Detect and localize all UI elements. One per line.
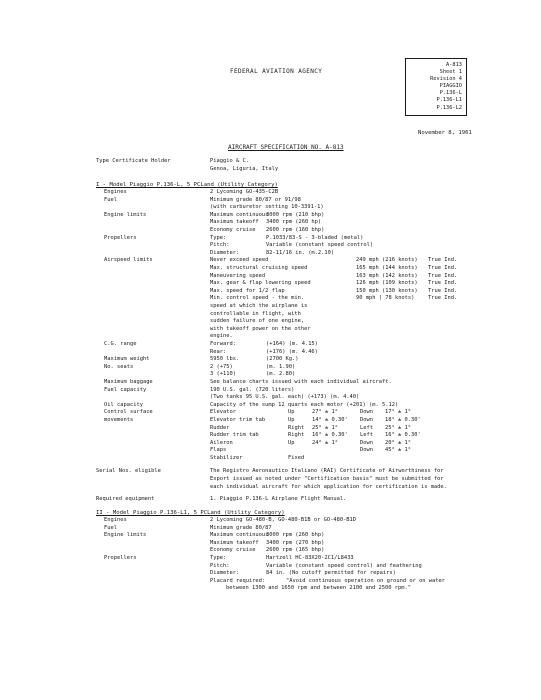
spec-row-value-5: 25° ± 1° <box>385 424 411 431</box>
spec-row <box>0 204 541 211</box>
spec-row-value-3: 163 mph (142 knots) <box>356 272 418 279</box>
spec-row-value: Pitch: <box>210 242 230 249</box>
spec-row-value-5: 16° ± 0.30' <box>385 432 421 439</box>
spec-row-value-2: 84 in. (No cutoff permitted for repairs) <box>266 570 396 577</box>
spec-row-value-2: Right <box>288 424 305 431</box>
id-line: Sheet 1 <box>439 69 462 76</box>
spec-row <box>0 555 541 562</box>
spec-row-value: Never exceed speed <box>210 257 269 264</box>
spec-row-value: engine. <box>210 333 233 340</box>
spec-row-value-3: 27° ± 1° <box>312 409 338 416</box>
spec-row <box>0 394 541 401</box>
spec-row <box>0 379 541 386</box>
spec-row-value-4: True Ind. <box>428 287 458 294</box>
spec-row-value-2: "Avoid continuous operation on ground or on water <box>286 577 446 584</box>
spec-row-value-4: Down <box>360 409 373 416</box>
spec-row-value-4: True Ind. <box>428 280 458 287</box>
spec-row-label: Fuel <box>104 196 117 203</box>
spec-row-value-3: 24° ± 1° <box>312 439 338 446</box>
spec-row-value: Max. speed for 1/2 flap <box>210 287 285 294</box>
spec-row-value-4: Left <box>360 424 373 431</box>
spec-row-value-2: Right <box>288 432 305 439</box>
spec-row-value-3: 165 mph (144 knots) <box>356 265 418 271</box>
spec-row-value: Minimum grade 80/87 or 91/98 <box>210 196 301 203</box>
spec-row-value-4: True Ind. <box>428 295 458 302</box>
spec-row-value-4: True Ind. <box>428 272 458 279</box>
spec-row-value: Aileron <box>210 439 233 446</box>
spec-row-label: Fuel <box>104 524 117 531</box>
spec-row-label: No. seats <box>104 363 134 370</box>
spec-row-value-4: Down <box>360 447 373 454</box>
spec-row <box>0 250 541 257</box>
spec-row-value: Rudder <box>210 424 230 431</box>
spec-id-box <box>405 58 467 116</box>
id-line: P.136-L1 <box>436 97 462 104</box>
spec-row-label: Engines <box>104 517 127 523</box>
spec-row-value-3: 14° ± 0.30' <box>312 417 348 423</box>
id-line: P.136-L <box>439 90 462 97</box>
spec-row-value-2: (+176) (m. 4.46) <box>266 348 318 355</box>
spec-row-value-3: 249 mph (216 knots) <box>356 257 418 264</box>
spec-row-value: Diameter: <box>210 249 240 256</box>
spec-row <box>0 417 541 424</box>
id-line: PIAGGIO <box>439 83 462 90</box>
spec-row-value: Elevator <box>210 409 236 416</box>
spec-row <box>0 532 541 539</box>
spec-row-value: (with carburetor setting 10-3391-1) <box>210 204 324 211</box>
spec-row-value-3: 126 mph (109 knots) <box>356 280 418 287</box>
spec-row-value: Forward: <box>210 341 236 347</box>
serial-label: Serial Nos. eligible <box>96 468 161 474</box>
spec-row-value-4: True Ind. <box>428 257 458 264</box>
equipment-value: 1. Piaggio P.136-L Airplane Flight Manual. <box>210 496 347 502</box>
spec-row <box>0 402 541 409</box>
spec-row <box>0 341 541 348</box>
spec-row <box>0 273 541 280</box>
spec-row-value: Max. structural cruising speed <box>210 265 308 271</box>
spec-row-value-5: 17° ± 1° <box>385 409 411 416</box>
spec-row <box>0 311 541 318</box>
spec-row-value: Type: <box>210 555 227 561</box>
spec-row-value-3: 150 mph (130 knots) <box>356 287 418 294</box>
spec-row-label: C.G. range <box>104 341 137 347</box>
spec-row <box>0 540 541 547</box>
spec-row-value: 5950 lbs. <box>210 356 240 363</box>
spec-row-value-2: Variable (constant speed control) and feathering <box>266 562 422 569</box>
spec-row-value: 2 Lycoming GO-435-C2B <box>210 189 279 195</box>
spec-row-value-2: 2600 rpm (160 bhp) <box>266 227 325 233</box>
serial-line: The Registro Aeronautico Italiano (RAI) Certificate of Airworthiness for <box>210 468 444 474</box>
spec-row-label: movements <box>104 417 134 423</box>
spec-row-value-2: (m. 2.80) <box>266 371 296 378</box>
spec-row <box>0 547 541 554</box>
spec-row-value-5: 20° ± 1° <box>385 439 411 446</box>
spec-row-value-2: Up <box>288 439 295 446</box>
id-line: Revision 4 <box>430 76 462 83</box>
spec-row-value-5: 45° ± 1° <box>385 447 411 454</box>
spec-row-value-2: Hartzell HC-83X20-2C1/L8433 <box>266 555 354 561</box>
spec-row-value: with takeoff power on the other <box>210 325 311 332</box>
spec-row-value: 2 Lycoming GO-480-B, GO-480-B1B or GO-480-B1D <box>210 517 357 523</box>
spec-row <box>0 326 541 333</box>
spec-row-label: Fuel capacity <box>104 386 147 393</box>
spec-row <box>0 570 541 577</box>
spec-row-value-2: between 1300 and 1650 rpm and between 2100 and 2500 rpm." <box>226 585 411 592</box>
spec-row-value: Stabilizer <box>210 455 243 461</box>
holder-line: Piaggio & C. <box>210 158 249 164</box>
spec-row-value-2: (2700 Kg.) <box>266 356 299 363</box>
spec-row <box>0 455 541 462</box>
spec-row-value: Rear: <box>210 348 227 355</box>
spec-row <box>0 409 541 416</box>
agency-title: FEDERAL AVIATION AGENCY <box>230 68 323 75</box>
spec-row-label: Airspeed limits <box>104 257 153 264</box>
model2-heading: II - Model Piaggio P.136-L1, 5 PCLand (Utility Category) <box>96 510 285 516</box>
spec-row-value: Economy cruise <box>210 547 256 554</box>
serial-line: each individual aircraft for which application for certification is made. <box>210 484 447 490</box>
spec-row <box>0 578 541 585</box>
spec-row <box>0 364 541 371</box>
spec-row <box>0 295 541 302</box>
spec-row-label: Engines <box>104 189 127 195</box>
spec-row-value-2: Up <box>288 409 295 416</box>
spec-row-value: Elevator trim tab <box>210 417 266 423</box>
spec-row <box>0 235 541 242</box>
spec-row-value: Maximum continuous <box>210 211 269 218</box>
spec-row-value: Maximum takeoff <box>210 539 259 546</box>
spec-row-value: Maximum continuous <box>210 532 269 539</box>
spec-row <box>0 303 541 310</box>
spec-row <box>0 356 541 363</box>
spec-row <box>0 585 541 592</box>
equipment-label: Required equipment <box>96 496 155 502</box>
spec-row-value-2: P.1033/83-S - 3-bladed (metal) <box>266 234 364 241</box>
spec-row <box>0 440 541 447</box>
spec-row-value: 3 (+110) <box>210 371 236 378</box>
spec-row-value-2: (m. 1.90) <box>266 363 296 370</box>
spec-row-value: Minimum grade 80/87 <box>210 524 272 531</box>
spec-row-value: Min. control speed - the min. <box>210 295 305 302</box>
spec-row <box>0 447 541 454</box>
spec-row <box>0 219 541 226</box>
spec-row-value-4: Down <box>360 439 373 446</box>
spec-row-value-3: 16° ± 0.30' <box>312 432 348 439</box>
spec-row-value: 2 (+75) <box>210 363 233 370</box>
spec-row-value-4: Down <box>360 417 373 423</box>
spec-row-value-2: 3000 rpm (210 bhp) <box>266 211 325 218</box>
spec-row <box>0 371 541 378</box>
spec-row-label: Maximum weight <box>104 356 150 363</box>
spec-row <box>0 257 541 264</box>
spec-row <box>0 242 541 249</box>
spec-row <box>0 387 541 394</box>
spec-row-value-2: 2600 rpm (165 bhp) <box>266 547 325 554</box>
spec-row-value: Type: <box>210 234 227 241</box>
spec-row-value: 190 U.S. gal. (720 liters) <box>210 386 295 393</box>
spec-row-value-2: (+164) (m. 4.15) <box>266 341 318 347</box>
spec-row <box>0 517 541 524</box>
spec-row-label: Engine limits <box>104 211 147 218</box>
spec-row-value-4: Left <box>360 432 373 439</box>
spec-row-value: (Two tanks 95 U.S. gal. each) (+173) (m. 4.40) <box>210 394 360 401</box>
spec-row-value-2: Up <box>288 417 295 423</box>
spec-row-label: Propellers <box>104 555 137 561</box>
spec-row <box>0 563 541 570</box>
spec-row-value: Maneuvering speed <box>210 272 266 279</box>
spec-row <box>0 280 541 287</box>
spec-row-label: Engine limits <box>104 532 147 539</box>
spec-row-value: Diameter: <box>210 570 240 577</box>
spec-row <box>0 425 541 432</box>
holder-line: Genoa, Liguria, Italy <box>210 166 279 172</box>
spec-row-label: Maximum baggage <box>104 379 153 385</box>
spec-row-value: Max. gear & flap lowering speed <box>210 280 311 287</box>
spec-row-value: Pitch: <box>210 562 230 569</box>
spec-row <box>0 288 541 295</box>
spec-row-value: Placard required: <box>210 577 266 584</box>
spec-row-value-3: 25° ± 1° <box>312 424 338 431</box>
spec-row-value: See balance charts issued with each individual aircraft. <box>210 379 392 385</box>
id-line: A-813 <box>446 62 462 68</box>
serial-line: Export issued as noted under "Certification basis" must be submitted for <box>210 476 444 482</box>
issue-date: November 8, 1961 <box>418 130 472 136</box>
spec-row-value: speed at which the airplane is <box>210 303 308 309</box>
spec-row-value: Maximum takeoff <box>210 219 259 226</box>
spec-row-value: Economy cruise <box>210 227 256 233</box>
spec-row-value-2: 3400 rpm (270 bhp) <box>266 539 325 546</box>
spec-row-value-3: 90 mph ( 78 knots) <box>356 295 415 302</box>
id-line: P.136-L2 <box>436 104 462 111</box>
spec-title: AIRCRAFT SPECIFICATION NO. A-813 <box>228 144 344 151</box>
model1-heading: I - Model Piaggio P.136-L, 5 PCLand (Utility Category) <box>96 182 278 188</box>
spec-row-label: Control surface <box>104 409 153 416</box>
holder-label: Type Certificate Holder <box>96 158 171 164</box>
spec-row-value-2: 3000 rpm (260 bhp) <box>266 532 325 539</box>
spec-row-value-4: True Ind. <box>428 265 458 271</box>
spec-row-value-2: Fixed <box>288 455 305 461</box>
spec-row-value-2: 3400 rpm (260 hp) <box>266 219 322 226</box>
spec-row <box>0 432 541 439</box>
spec-row <box>0 318 541 325</box>
spec-row-value: Flaps <box>210 447 227 454</box>
spec-row-value: controllable in flight, with <box>210 310 301 317</box>
spec-row-value-2: 82-11/16 in. (m.2.10) <box>266 249 335 256</box>
spec-row <box>0 265 541 272</box>
spec-row <box>0 212 541 219</box>
spec-row <box>0 349 541 356</box>
spec-row-label: Propellers <box>104 234 137 241</box>
spec-row-value: Rudder trim tab <box>210 432 259 439</box>
spec-row-value-2: Variable (constant speed control) <box>266 242 374 249</box>
spec-row <box>0 197 541 204</box>
spec-row <box>0 227 541 234</box>
spec-row <box>0 525 541 532</box>
spec-row <box>0 189 541 196</box>
spec-row-value-5: 18° ± 0.30' <box>385 417 421 423</box>
spec-row-value: Capacity of the sump 12 quarts each motor (+201) (m. 5.12) <box>210 401 399 408</box>
spec-row-value: sudden failure of one engine, <box>210 318 305 325</box>
spec-row-label: Oil capacity <box>104 401 143 408</box>
spec-row <box>0 333 541 340</box>
